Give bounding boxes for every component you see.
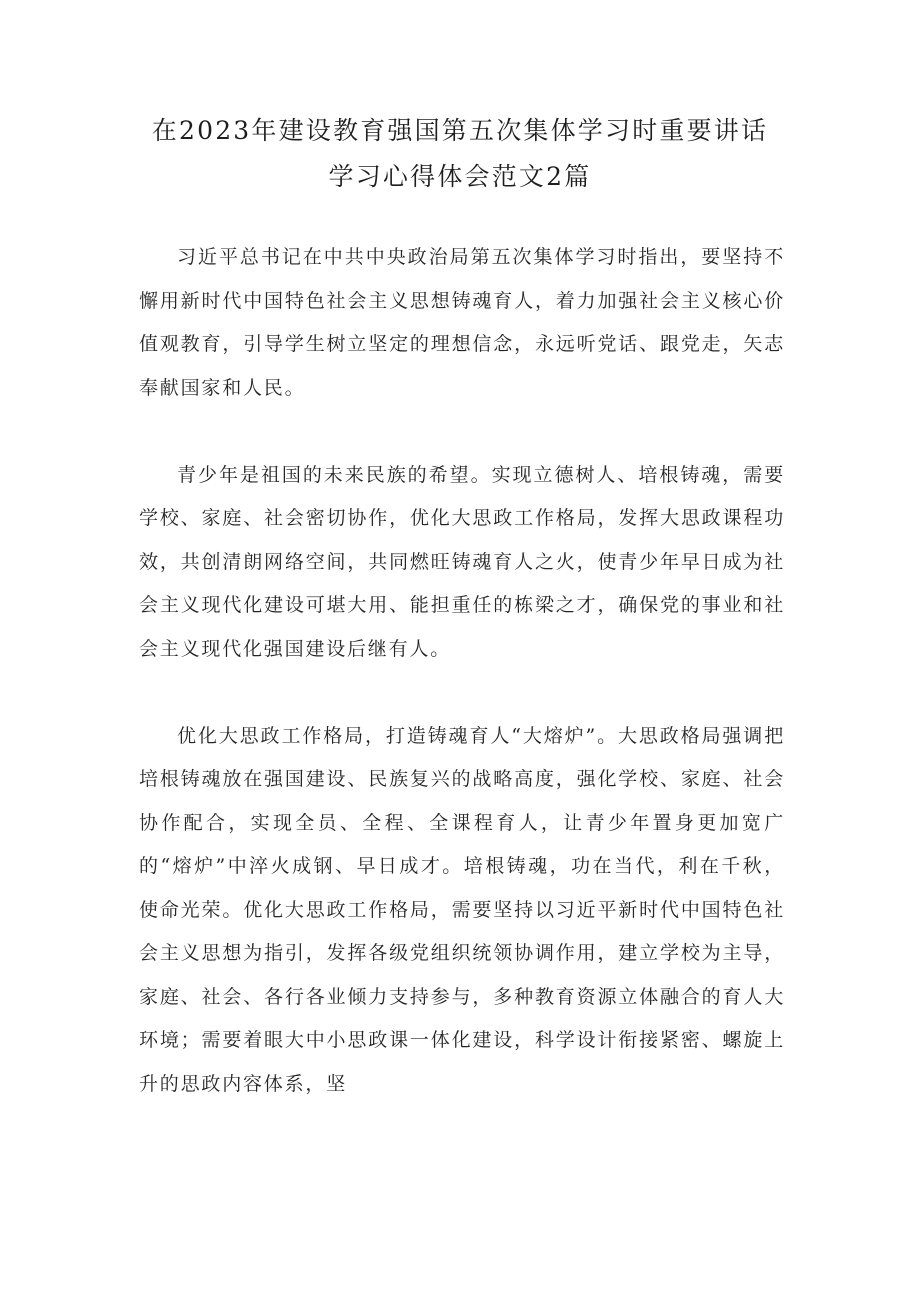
paragraph-3: 优化大思政工作格局，打造铸魂育人“大熔炉”。大思政格局强调把培根铸魂放在强国建设、民族复兴的战略高度，强化学校、家庭、社会协作配合，实现全员、全程、全课程育人，让青少年置身更加宽广的“熔炉”中淬火成钢、早日成才。培根铸魂，功在当代，利在千秋，使命光荣。优化大思政工作格局，需要坚持以习近平新时代中国特色社会主义思想为指引，发挥各级党组织统领协调作用，建立学校为主导，家庭、社会、各行各业倾力支持参与，多种教育资源立体融合的育人大环境；需要着眼大中小思政课一体化建设，科学设计衔接紧密、螺旋上升的思政内容体系，坚	[139, 724, 785, 1095]
document-title	[120, 108, 800, 200]
paragraph-2: 青少年是祖国的未来民族的希望。实现立德树人、培根铸魂，需要学校、家庭、社会密切协作，优化大思政工作格局，发挥大思政课程功效，共创清朗网络空间，共同燃旺铸魂育人之火，使青少年早日成为社会主义现代化建设可堪大用、能担重任的栋梁之才，确保党的事业和社会主义现代化强国建设后继有人。	[139, 463, 785, 660]
document-body	[139, 236, 785, 1106]
paragraph-1: 习近平总书记在中共中央政治局第五次集体学习时指出，要坚持不懈用新时代中国特色社会主义思想铸魂育人，着力加强社会主义核心价值观教育，引导学生树立坚定的理想信念，永远听党话、跟党走，矢志奉献国家和人民。	[139, 246, 785, 399]
title-line-2: 学习心得体会范文2篇	[328, 162, 592, 191]
title-line-1: 在2023年建设教育强国第五次集体学习时重要讲话	[151, 116, 769, 145]
